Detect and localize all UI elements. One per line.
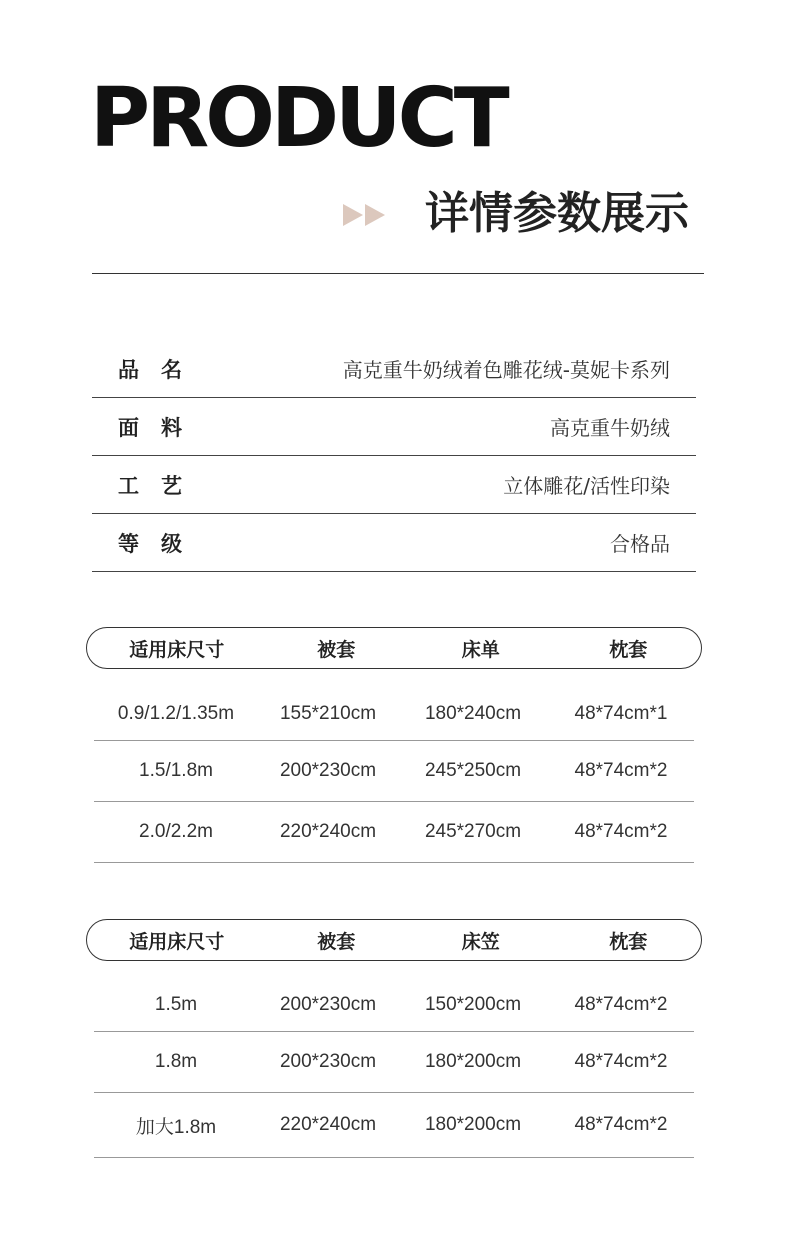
cell: 1.5m	[154, 994, 198, 1015]
spec-label: 面料	[118, 415, 204, 440]
spec-row-craft	[92, 456, 696, 514]
table-row	[94, 669, 694, 741]
hero-title: PRODUCT	[90, 71, 506, 166]
spec-value: 高克重牛奶绒	[550, 416, 670, 440]
table-row	[94, 802, 694, 863]
cell: 48*74cm*2	[574, 1114, 668, 1135]
spec-row-name	[92, 340, 696, 398]
header-cell: 被套	[317, 930, 356, 953]
spec-label: 工艺	[118, 473, 204, 498]
table-body	[94, 669, 694, 863]
cell: 200*230cm	[279, 760, 377, 781]
cell: 180*200cm	[424, 1114, 522, 1135]
header-cell: 被套	[317, 638, 356, 661]
spec-value: 高克重牛奶绒着色雕花绒-莫妮卡系列	[342, 358, 670, 382]
size-table-1	[86, 627, 702, 863]
cell: 155*210cm	[279, 702, 377, 724]
cell: 0.9/1.2/1.35m	[117, 702, 235, 724]
header-cell: 适用床尺寸	[129, 930, 225, 953]
header-cell: 枕套	[609, 930, 648, 953]
header-cell: 床单	[461, 638, 500, 661]
table-row	[94, 741, 694, 802]
cell: 48*74cm*2	[574, 1051, 668, 1072]
table-row	[94, 961, 694, 1032]
cell: 220*240cm	[279, 821, 377, 842]
table-row	[94, 1032, 694, 1093]
cell: 245*270cm	[424, 821, 522, 842]
cell: 180*240cm	[424, 702, 522, 724]
cell: 200*230cm	[279, 1051, 377, 1072]
spec-value: 立体雕花/活性印染	[503, 474, 670, 498]
divider	[92, 273, 704, 274]
cell: 220*240cm	[279, 1114, 377, 1135]
table-header	[86, 627, 702, 669]
cell: 1.5/1.8m	[139, 760, 213, 781]
spec-row-fabric	[92, 398, 696, 456]
section-subtitle: 详情参数展示	[425, 188, 689, 239]
spec-value: 合格品	[610, 532, 670, 556]
cell: 48*74cm*2	[574, 760, 668, 781]
cell: 1.8m	[154, 1051, 198, 1072]
cell: 200*230cm	[279, 994, 377, 1015]
header-cell: 床笠	[461, 930, 500, 953]
cell: 150*200cm	[424, 994, 522, 1015]
cell: 48*74cm*2	[574, 994, 668, 1015]
header-cell: 枕套	[609, 638, 648, 661]
double-arrow-icon	[343, 204, 391, 226]
cell: 48*74cm*2	[574, 821, 668, 842]
cell: 2.0/2.2m	[139, 821, 213, 842]
spec-list	[92, 340, 696, 572]
cell: 48*74cm*1	[574, 702, 668, 724]
cell: 180*200cm	[424, 1051, 522, 1072]
table-row	[94, 1093, 694, 1158]
cell: 245*250cm	[424, 760, 522, 781]
size-table-2	[86, 919, 702, 1158]
cell: 加大1.8m	[135, 1116, 217, 1138]
header-cell: 适用床尺寸	[129, 638, 225, 661]
spec-label: 品名	[118, 357, 204, 382]
table-header	[86, 919, 702, 961]
spec-label: 等级	[118, 531, 204, 556]
table-body	[94, 961, 694, 1158]
spec-row-grade	[92, 514, 696, 572]
